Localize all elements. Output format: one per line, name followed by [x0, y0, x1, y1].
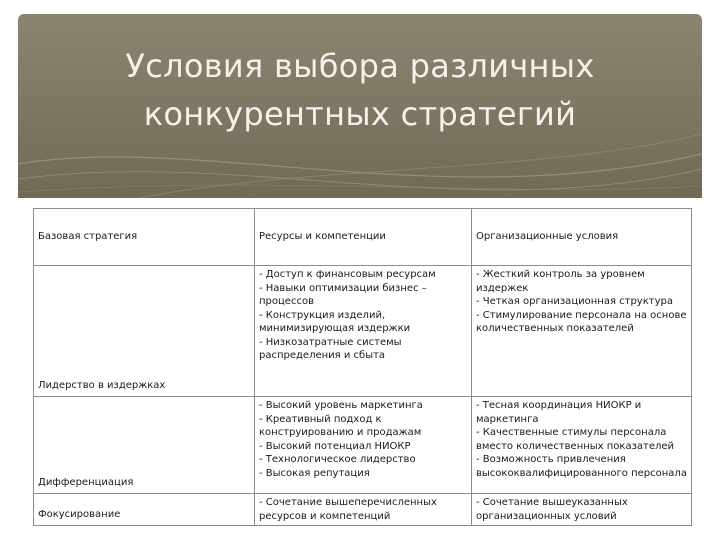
conditions-cell — [472, 397, 692, 494]
strategy-name: Дифференциация — [38, 476, 134, 488]
resource-line: распределения и сбыта — [259, 350, 386, 361]
condition-line: издержек — [476, 282, 529, 294]
slide-title-line-2: конкурентных стратегий — [143, 95, 577, 133]
resources-list — [259, 268, 467, 363]
header-resources: Ресурсы и компетенции — [255, 209, 472, 266]
condition-line: вместо количественных показателей — [476, 440, 675, 452]
strategy-cell — [34, 397, 255, 494]
condition-line: организационных условий — [476, 510, 617, 522]
resource-line: - Высокий потенциал НИОКР — [259, 440, 411, 452]
resource-line: - Высокий уровень маркетинга — [259, 400, 423, 411]
strategy-table-container — [33, 208, 692, 526]
resource-line: - Навыки оптимизации бизнес – — [259, 282, 427, 294]
condition-line: маркетинга — [476, 413, 539, 425]
resources-list — [259, 496, 467, 523]
resource-line: - Доступ к финансовым ресурсам — [259, 269, 436, 280]
resources-cell — [255, 397, 472, 494]
conditions-list — [476, 496, 687, 523]
conditions-list — [476, 268, 687, 336]
resource-line: - Креативный подход к — [259, 413, 382, 425]
strategy-name: Фокусирование — [38, 508, 121, 520]
condition-line: - Сочетание вышеуказанных — [476, 497, 628, 508]
resource-line: - Сочетание вышеперечисленных — [259, 497, 437, 508]
condition-line: - Стимулирование персонала на основе — [476, 309, 687, 321]
resource-line: - Высокая репутация — [259, 467, 370, 479]
table-header-row — [34, 209, 692, 266]
resource-line: - Конструкция изделий, — [259, 309, 386, 321]
header-conditions: Организационные условия — [472, 209, 692, 266]
resources-cell — [255, 494, 472, 526]
conditions-cell — [472, 266, 692, 397]
slide-title-line-1: Условия выбора различных — [125, 47, 595, 85]
resource-line: процессов — [259, 296, 314, 307]
condition-line: - Возможность привлечения — [476, 454, 626, 465]
table-row — [34, 494, 692, 526]
resource-line: минимизирующая издержки — [259, 323, 411, 334]
condition-line: - Качественные стимулы персонала — [476, 427, 667, 438]
resources-cell — [255, 266, 472, 397]
conditions-cell — [472, 494, 692, 526]
resource-line: - Технологическое лидерство — [259, 454, 416, 465]
strategy-name: Лидерство в издержках — [38, 379, 166, 391]
condition-line: количественных показателей — [476, 323, 634, 334]
condition-line: - Четкая организационная структура — [476, 296, 673, 307]
strategy-cell — [34, 266, 255, 397]
resource-line: конструированию и продажам — [259, 427, 422, 438]
conditions-list — [476, 399, 687, 480]
condition-line: - Жесткий контроль за уровнем — [476, 269, 645, 280]
condition-line: - Тесная координация НИОКР и — [476, 400, 642, 411]
resource-line: - Низкозатратные системы — [259, 336, 402, 348]
header-base-strategy: Базовая стратегия — [34, 209, 255, 266]
resource-line: ресурсов и компетенций — [259, 510, 391, 522]
strategy-table — [33, 208, 692, 526]
resources-list — [259, 399, 467, 480]
table-row — [34, 397, 692, 494]
slide-title — [18, 42, 702, 138]
title-banner — [18, 14, 702, 198]
table-row — [34, 266, 692, 397]
strategy-cell — [34, 494, 255, 526]
condition-line: высококвалифицированного персонала — [476, 467, 687, 479]
